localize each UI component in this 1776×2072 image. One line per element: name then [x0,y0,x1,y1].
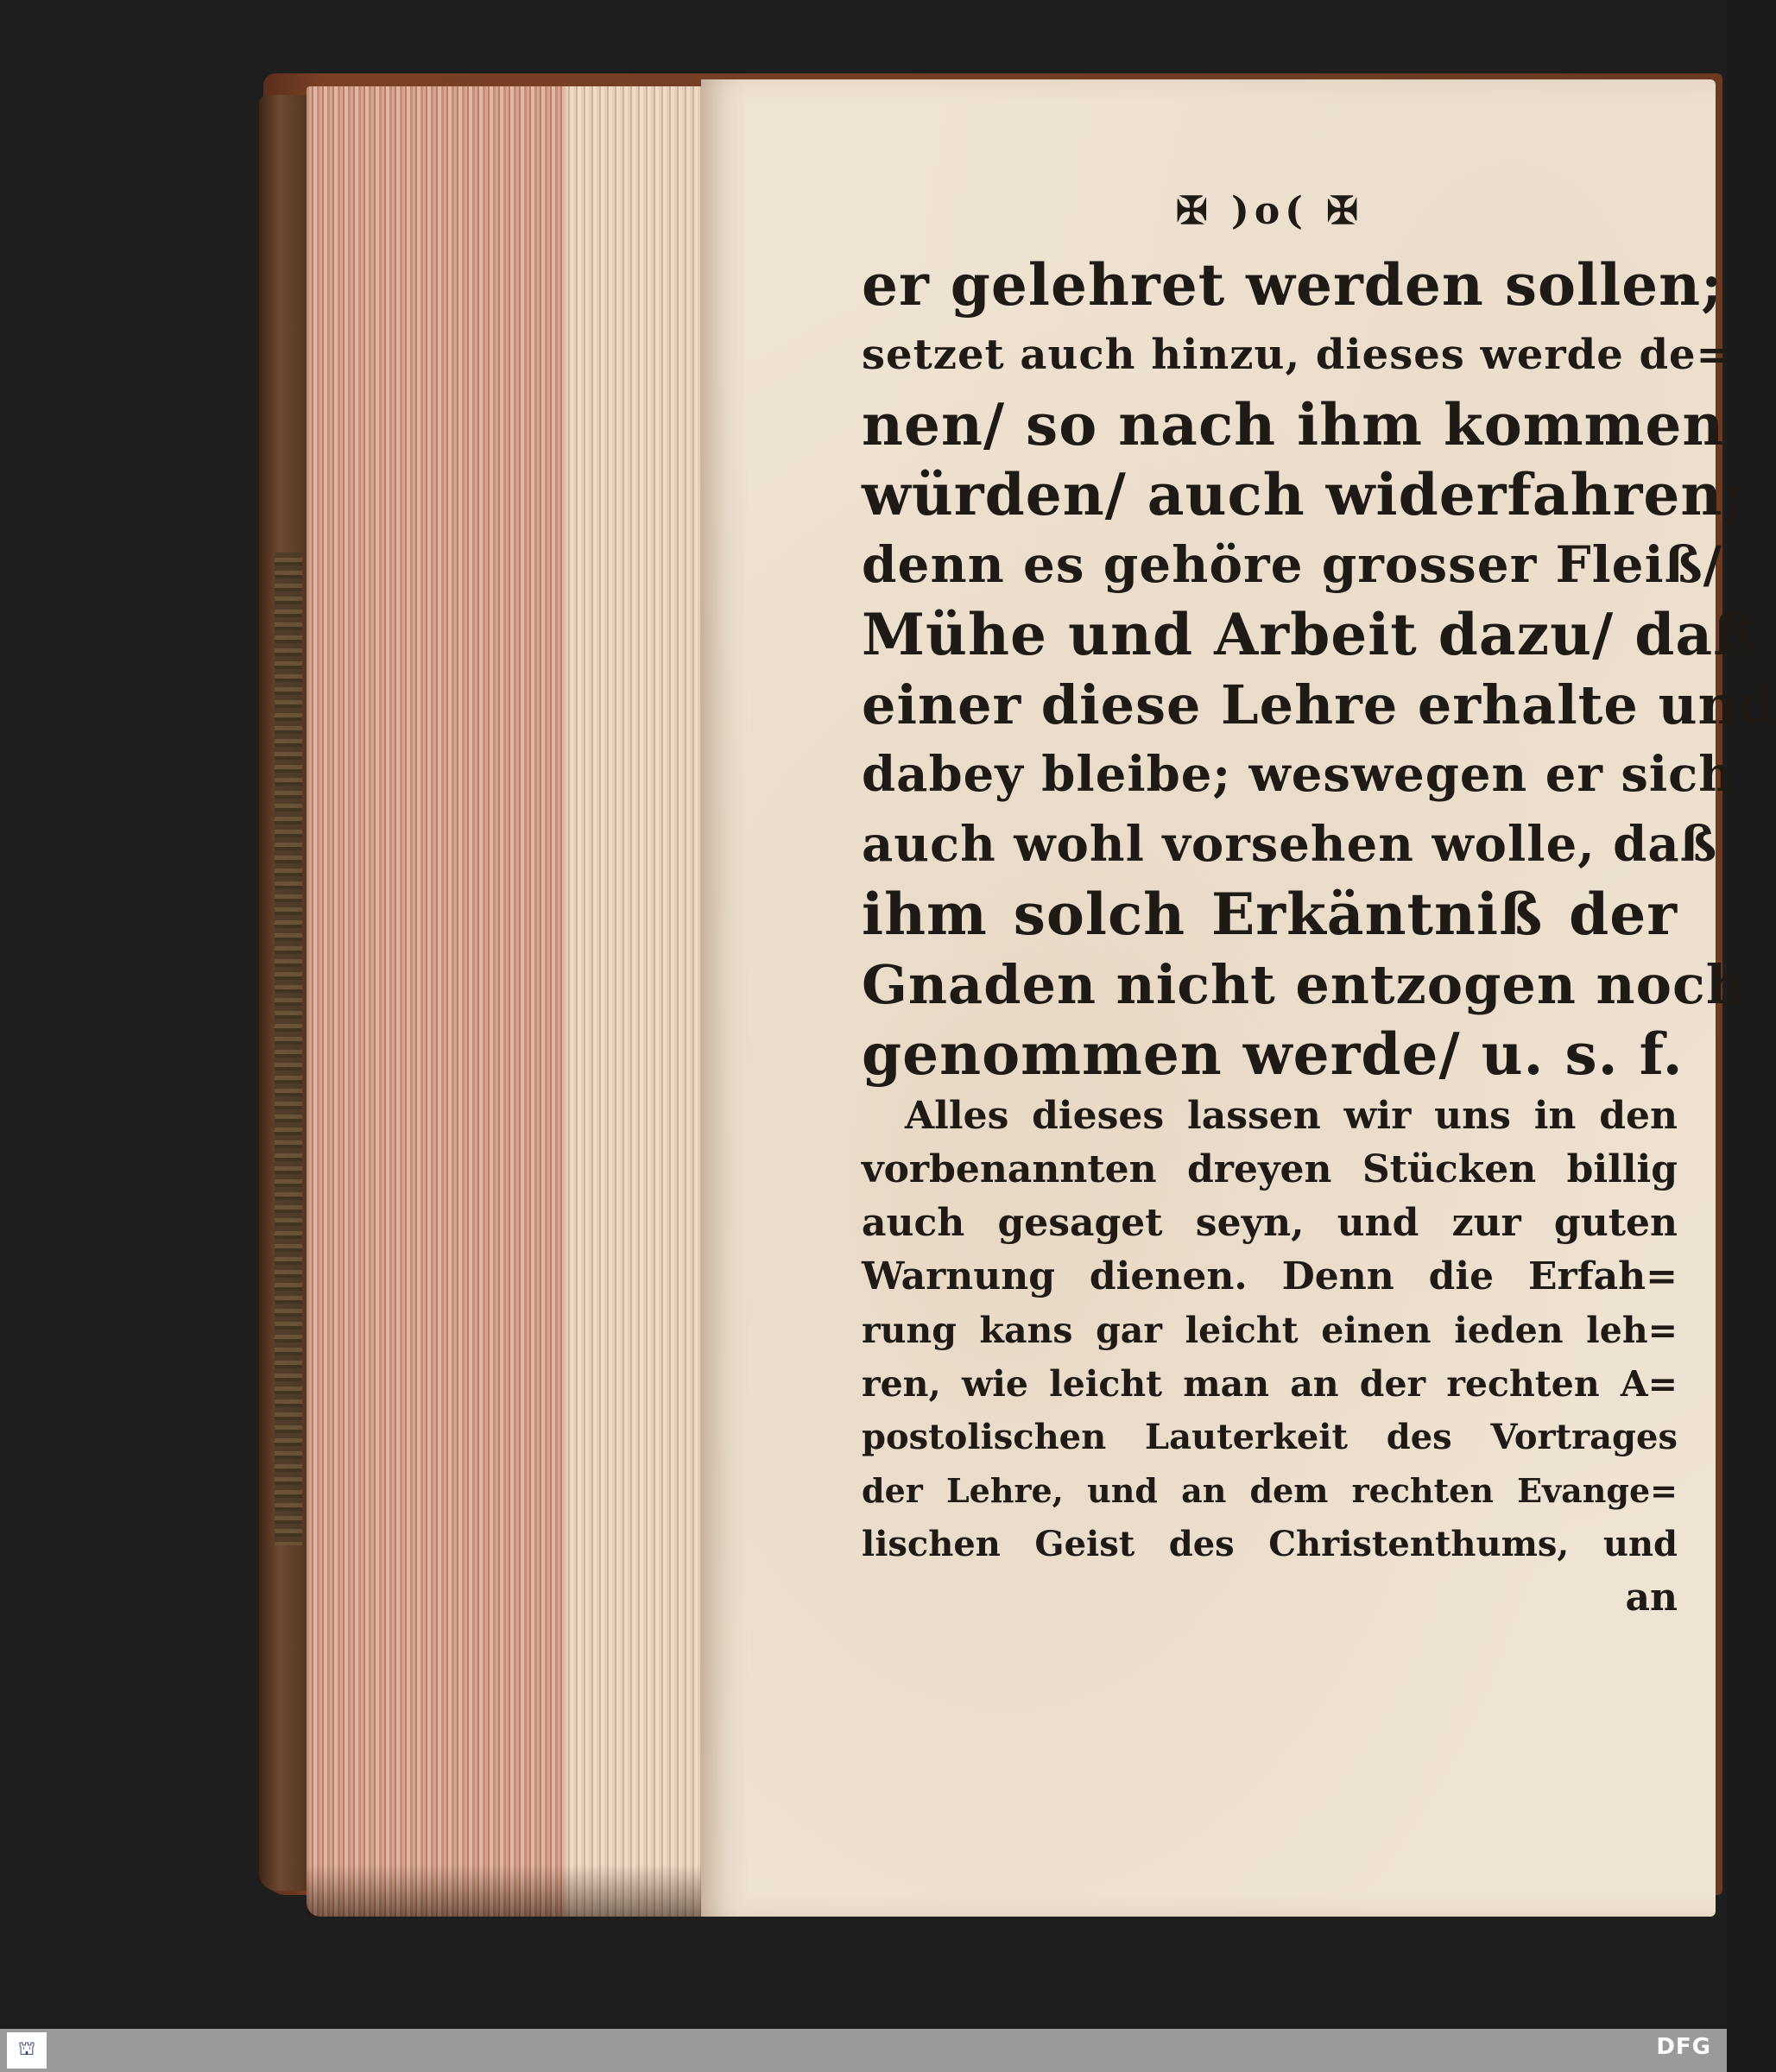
text-line: denn es gehöre grosser Fleiß/ [862,535,1722,594]
text-line: würden/ auch widerfahren; [862,461,1745,528]
dfg-logo: DFG [1656,2034,1711,2060]
spine-texture [275,553,302,1545]
large-text-block [862,250,1776,1090]
text-line: genommen werde/ u. s. f. [862,1020,1684,1088]
page-headline: ✠ )o( ✠ [1175,189,1364,233]
text-line: ren, wie leicht man an der rechten A= [862,1363,1678,1405]
text-line: der Lehre, und an dem rechten Evange= [862,1471,1678,1510]
text-line: rung kans gar leicht einen ieden leh= [862,1310,1678,1351]
text-line: setzet auch hinzu, dieses werde de= [862,331,1732,379]
text-line: nen/ so nach ihm kommen [862,391,1725,458]
text-line: einer diese Lehre erhalte und [862,673,1776,736]
small-text-block [862,1090,1678,1625]
text-line: Mühe und Arbeit dazu/ daß [862,601,1758,668]
text-line: auch wohl vorsehen wolle, daß [862,816,1718,873]
text-line: ihm solch Erkäntniß der [862,881,1678,948]
text-line: Gnaden nicht entzogen noch [862,953,1746,1016]
text-line: Warnung dienen. Denn die Erfah= [862,1254,1678,1298]
page-edges-shadow [307,1865,738,1917]
text-line: lischen Geist des Christenthums, und [862,1524,1678,1564]
page-text [862,173,1776,1625]
text-line: Alles dieses lassen wir uns in den [905,1094,1678,1138]
text-line: postolischen Lauterkeit des Vortrages [862,1417,1678,1457]
catchword: an [1625,1576,1678,1620]
viewer-bottom-bar [0,2029,1727,2072]
text-line: dabey bleibe; weswegen er sich [862,746,1735,803]
text-line: vorbenannten dreyen Stücken billig [862,1147,1678,1191]
library-logo-icon [7,2032,47,2069]
text-line: auch gesaget seyn, und zur guten [862,1201,1678,1245]
library-logo-glyph: ⛫ [17,2038,36,2060]
text-line: er gelehret werden sollen; [862,251,1723,319]
